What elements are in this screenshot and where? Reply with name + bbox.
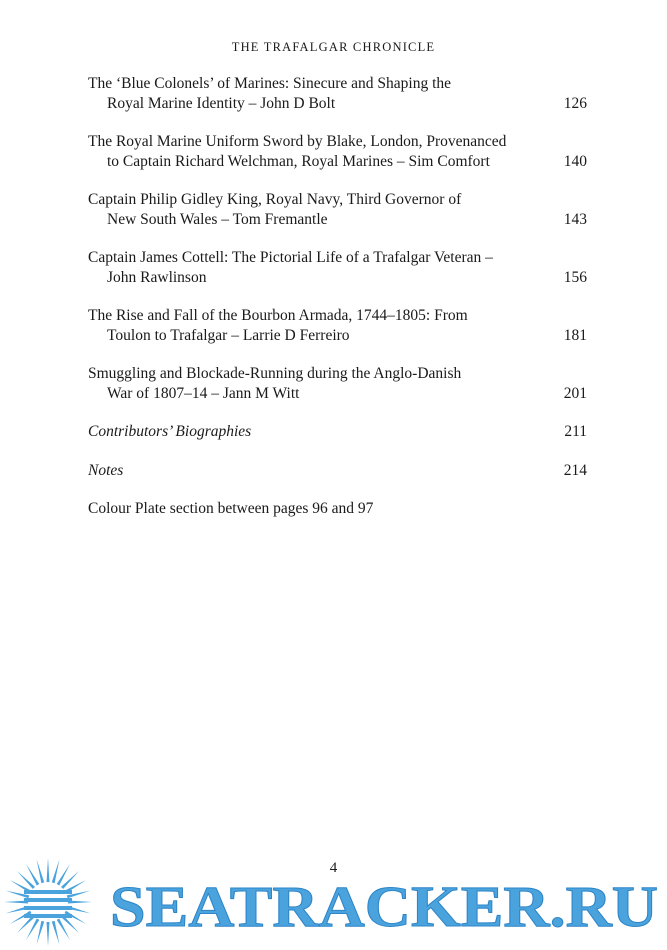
sun-ray: [37, 860, 45, 886]
watermark-text: SEATRACKER.RU: [110, 874, 658, 939]
sun-ray: [46, 920, 49, 946]
sun-ray: [17, 871, 37, 891]
sun-ray: [51, 860, 59, 886]
entry-title-author-line: Toulon to Trafalgar – Larrie D Ferreiro: [107, 326, 350, 344]
toc-entry[interactable]: [88, 248, 587, 287]
entry-title-author-line: Royal Marine Identity – John D Bolt: [107, 94, 336, 112]
page-number: 201: [563, 384, 587, 402]
entry-title-line: The ‘Blue Colonels’ of Marines: Sinecure and Shaping the: [88, 75, 452, 92]
toc-entry[interactable]: [88, 132, 587, 171]
page-folio: 4: [329, 860, 338, 876]
sun-ray: [51, 919, 59, 945]
page-number: 140: [563, 152, 587, 170]
page-number: 126: [563, 94, 587, 112]
page-number: 181: [563, 326, 587, 344]
entry-title-line: Captain Philip Gidley King, Royal Navy, Third Governor of: [88, 191, 462, 208]
entry-title-author-line: War of 1807–14 – Jann M Witt: [107, 384, 300, 402]
entry-title-author-line: to Captain Richard Welchman, Royal Marines – Sim Comfort: [107, 152, 490, 170]
watermark: [0, 846, 667, 950]
toc-entry-contributors[interactable]: [88, 422, 587, 442]
page-number: 143: [563, 210, 587, 228]
toc-entry[interactable]: [88, 364, 587, 403]
entry-title-line: Smuggling and Blockade-Running during the Anglo-Danish: [88, 365, 462, 382]
page-number: 156: [563, 268, 587, 286]
sun-burst-icon: [4, 858, 92, 946]
toc-entry[interactable]: [88, 74, 587, 113]
entry-title: Contributors’ Biographies: [88, 423, 252, 440]
colour-plate-note: Colour Plate section between pages 96 and 97: [88, 500, 374, 517]
entry-title-author-line: John Rawlinson: [107, 268, 207, 286]
running-head: THE TRAFALGAR CHRONICLE: [231, 40, 436, 54]
sun-ray: [60, 871, 80, 891]
page-number: 211: [564, 423, 587, 440]
toc-entry[interactable]: [88, 190, 587, 229]
entry-title-author-line: New South Wales – Tom Fremantle: [107, 210, 328, 228]
sun-ray: [46, 858, 49, 884]
entry-title-line: Captain James Cottell: The Pictorial Life of a Trafalgar Veteran –: [88, 249, 493, 266]
sun-ray: [37, 919, 45, 945]
entry-title-line: The Rise and Fall of the Bourbon Armada, 1744–1805: From: [88, 307, 468, 324]
page-number: 214: [563, 461, 587, 479]
toc-entry-notes[interactable]: [88, 461, 587, 481]
toc-entry[interactable]: [88, 306, 587, 345]
entry-title: Notes: [88, 461, 124, 479]
entry-title-line: The Royal Marine Uniform Sword by Blake, London, Provenanced: [88, 133, 507, 150]
table-of-contents: [88, 74, 587, 519]
